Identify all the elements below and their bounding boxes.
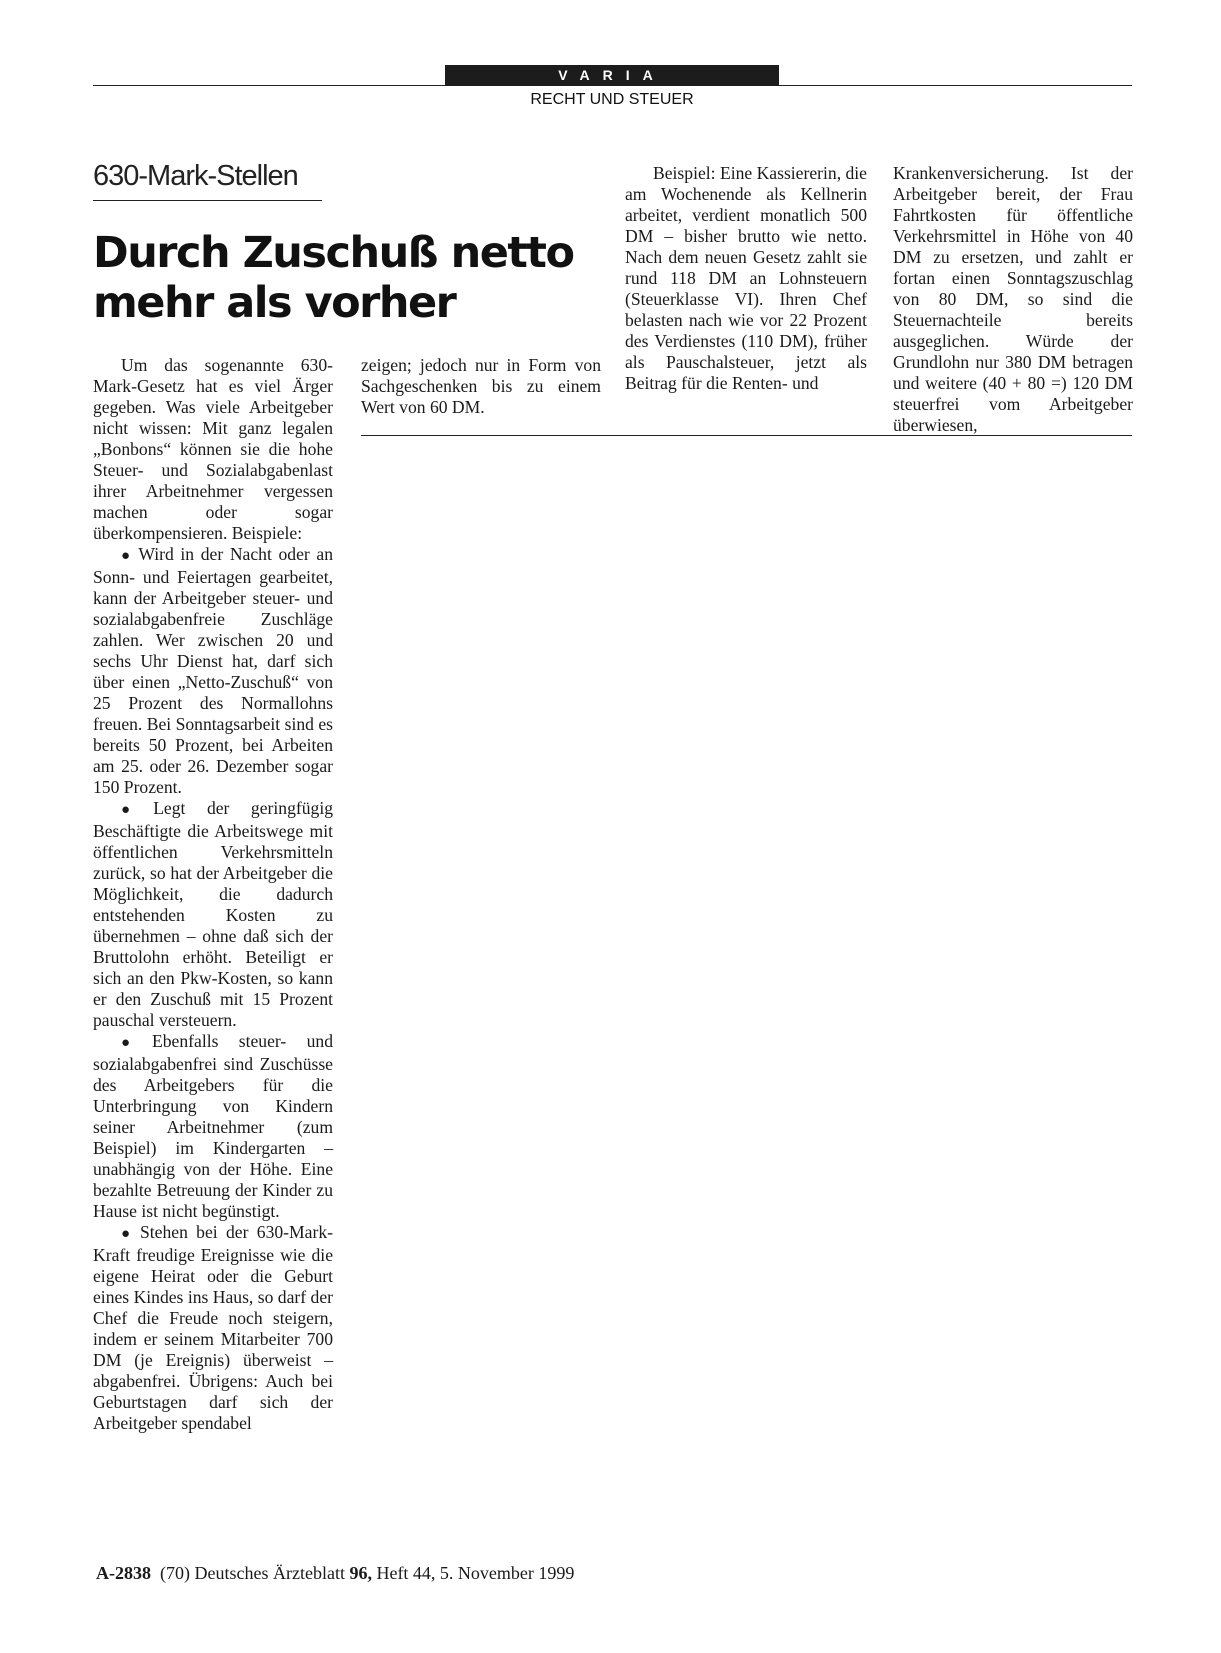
article-kicker: 630-Mark-Stellen (93, 160, 298, 192)
issue-date: Heft 44, 5. November 1999 (376, 1563, 575, 1583)
article-column-4 (893, 163, 1133, 436)
article-headline (93, 228, 613, 328)
page-code: A-2838 (96, 1563, 151, 1583)
journal-volume: 96, (349, 1563, 372, 1583)
article-column-1 (93, 355, 333, 1434)
column-end-rule (361, 435, 1132, 436)
headline-line-1: Durch Zuschuß netto (93, 228, 574, 278)
bullet-icon: ● (121, 802, 148, 818)
column-2-paragraph: zeigen; jedoch nur in Form von Sachgeschenken bis zu einem Wert von 60 DM. (361, 355, 601, 417)
column-4-paragraph: Krankenversicherung. Ist der Arbeitgeber bereit, der Frau Fahrtkosten für öffentliche Verkehrsmittel in Höhe von 40 DM zu ersetzen, und zahlt er fortan einen Sonntagszuschlag von 80 DM, so sind die Steuernachteile bereits ausgeglichen. Würde der Grundlohn nur 380 DM betragen und weitere (40 + 80 =) 120 DM steuerfrei vom Arbeitgeber überwiesen, (893, 163, 1133, 435)
article-column-3 (625, 163, 867, 394)
page-footer (96, 1563, 574, 1584)
kicker-underline (93, 200, 322, 201)
bullet-paragraph-4: ● Stehen bei der 630-Mark-Kraft freudige Ereignisse wie die eigene Heirat oder die Geburt eines Kindes ins Haus, so darf der Chef die Freude noch steigern, indem er seinem Mitarbeiter 700 DM (je Ereignis) überweist – abgabenfrei. Übrigens: Auch bei Geburtstagen darf sich der Arbeitgeber spendabel (93, 1222, 333, 1433)
bullet-icon: ● (121, 548, 133, 564)
bullet-paragraph-3: ● Ebenfalls steuer- und sozialabgabenfrei sind Zuschüsse des Arbeitgebers für die Unterbringung von Kindern seiner Arbeitnehmer (zum Beispiel) im Kindergarten – unabhängig von der Höhe. Eine bezahlte Betreuung der Kinder zu Hause ist nicht begünstigt. (93, 1031, 333, 1221)
bullet-paragraph-2: ● Legt der geringfügig Beschäftigte die Arbeitswege mit öffentlichen Verkehrsmitteln zurück, so hat der Arbeitgeber die Möglichkeit, die dadurch entstehenden Kosten zu übernehmen – ohne daß sich der Bruttolohn erhöht. Beteiligt er sich an den Pkw-Kosten, so kann er den Zuschuß mit 15 Prozent pauschal versteuern. (93, 798, 334, 1030)
journal-name: Deutsches Ärzteblatt (194, 1563, 345, 1583)
article-column-2 (361, 355, 601, 418)
bullet-icon: ● (121, 1035, 146, 1051)
bullet-paragraph-1: ● Wird in der Nacht oder an Sonn- und Feiertagen gearbeitet, kann der Arbeitgeber steuer- und sozialabgabenfreie Zuschläge zahlen. Wer zwischen 20 und sechs Uhr Dienst hat, darf sich über einen „Netto-Zuschuß“ von 25 Prozent des Normallohns freuen. Bei Sonntagsarbeit sind es bereits 50 Prozent, bei Arbeiten am 25. oder 26. Dezember sogar 150 Prozent. (93, 544, 333, 797)
section-band: VARIA (445, 65, 779, 86)
page-number: (70) (160, 1563, 190, 1583)
intro-paragraph: Um das sogenannte 630-Mark-Gesetz hat es viel Ärger gegeben. Was viele Arbeitgeber nicht wissen: Mit ganz legalen „Bonbons“ können sie die hohe Steuer- und Sozialabgabenlast ihrer Arbeitnehmer vergessen machen oder sogar überkompensieren. Beispiele: (93, 355, 333, 543)
bullet-icon: ● (121, 1226, 134, 1242)
section-label: RECHT UND STEUER (530, 91, 694, 108)
example-paragraph: Beispiel: Eine Kassiererin, die am Wochenende als Kellnerin arbeitet, verdient monatlich 500 DM – bisher brutto wie netto. Nach dem neuen Gesetz zahlt sie rund 118 DM an Lohnsteuern (Steuerklasse VI). Ihren Chef belasten nach wie vor 22 Prozent des Verdienstes (110 DM), früher als Pauschalsteuer, jetzt als Beitrag für die Renten- und (625, 163, 867, 393)
headline-line-2: mehr als vorher (93, 278, 456, 328)
